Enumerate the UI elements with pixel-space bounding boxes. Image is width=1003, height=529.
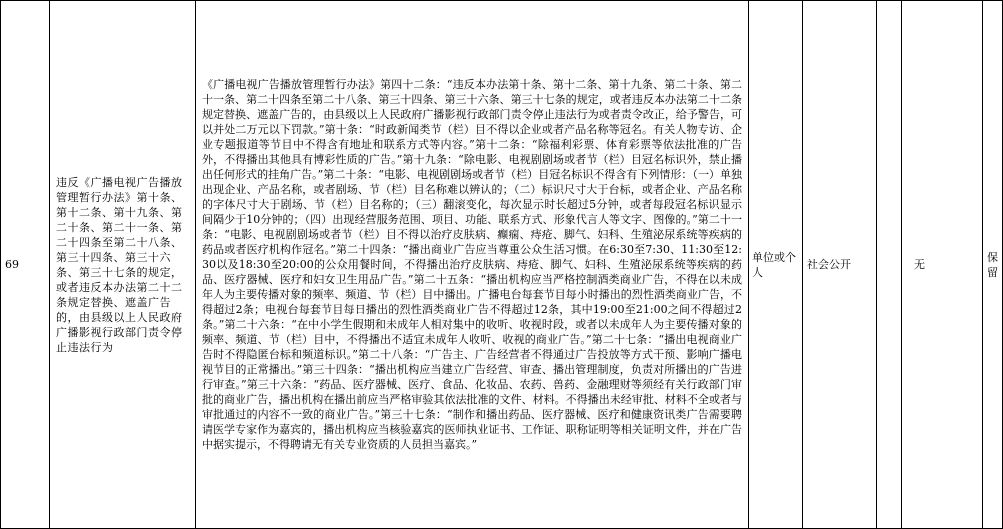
row-number-cell xyxy=(1,1,50,529)
remark-text: 保留 xyxy=(987,250,998,279)
disclosure-method: 社会公开 xyxy=(807,258,851,271)
disclosure-method-cell xyxy=(803,1,877,529)
row-number: 69 xyxy=(5,258,19,271)
legal-basis: 《广播电视广告播放管理暂行办法》第四十二条：“违反本办法第十条、第十二条、第十九条、第二十条、第二十一条、第二十四条至第二十八条、第三十四条、第三十六条、第三十七条的规定，或者违反本办法第二十二条规定替换、遮盖广告的，由县级以上人民政府广播影视行政部门责令停止违法行为或者责令改正，给予警告，可以并处二万元以下罚款。”第十条：“时政新闻类节（栏）目不得以企业或者产品名称等冠名。有关人物专访、企业专题报道等节目中不得含有地址和联系方式等内容。”第十二条：“除福利彩票、体育彩票等依法批准的广告外，不得播出其他具有博彩性质的广告。”第十九条：“除电影、电视剧剧场或者节（栏）目冠名标识外，禁止播出任何形式的挂角广告。”第二十条：“电影、电视剧剧场或者节（栏）目冠名标识不得含有下列情形：（一）单独出现企业、产品名称，或者剧场、节（栏）目名称难以辨认的；（二）标识尺寸大于台标，或者企业、产品名称的字体尺寸大于剧场、节（栏）目名称的；（三）翻滚变化，每次显示时长超过5分钟，或者每段冠名标识显示间隔少于10分钟的；（四）出现经营服务范围、项目、功能、联系方式、形象代言人等文字、图像的。”第二十一条：“电影、电视剧剧场或者节（栏）目不得以治疗皮肤病、癫痫、痔疮、脚气、妇科、生殖泌尿系统等疾病的药品或者医疗机构作冠名。”第二十四条：“播出商业广告应当尊重公众生活习惯。在6:30至7:30、11:30至12:30以及18:30至20:00的公众用餐时间，不得播出治疗皮肤病、痔疮、脚气、妇科、生殖泌尿系统等疾病的药品、医疗器械、医疗和妇女卫生用品广告。”第二十五条：“播出机构应当严格控制酒类商业广告，不得在以未成年人为主要传播对象的频率、频道、节（栏）目中播出。广播电台每套节目每小时播出的烈性酒类商业广告，不得超过2条；电视台每套节目每日播出的烈性酒类商业广告不得超过12条，其中19:00至21:00之间不得超过2条。”第二十六条：“在中小学生假期和未成年人相对集中的收听、收视时段，或者以未成年人为主要传播对象的频率、频道、节（栏）目中，不得播出不适宜未成年人收听、收视的商业广告。”第二十七条：“播出电视商业广告时不得隐匿台标和频道标识。”第二十八条：“广告主、广告经营者不得通过广告投放等方式干预、影响广播电视节目的正常播出。”第三十四条：“播出机构应当建立广告经营、审查、播出管理制度，负责对所播出的广告进行审查。”第三十六条：“药品、医疗器械、医疗、食品、化妆品、农药、兽药、金融理财等须经有关行政部门审批的商业广告，播出机构在播出前应当严格审验其依法批准的文件、材料。不得播出未经审批、材料不全或者与审批通过的内容不一致的商业广告。”第三十七条：“制作和播出药品、医疗器械、医疗和健康资讯类广告需要聘请医学专家作为嘉宾的，播出机构应当核验嘉宾的医师执业证书、工作证、职称证明等相关证明文件，并在广告中据实提示，不得聘请无有关专业资质的人员担当嘉宾。” xyxy=(202,78,742,451)
remark-cell xyxy=(983,1,1003,529)
empty-cell xyxy=(877,1,902,529)
status-cell xyxy=(902,1,983,529)
violation-title: 违反《广播电视广告播放管理暂行办法》第十条、第十二条、第十九条、第二十条、第二十一条、第二十四条至第二十八条、第三十四条、第三十六条、第三十七条的规定，或者违反本办法第二十二条规定替换、遮盖广告的，由县级以上人民政府广播影视行政部门责令停止违法行为 xyxy=(56,175,183,354)
table-row xyxy=(1,1,1003,529)
violation-title-cell xyxy=(50,1,196,529)
subject-cell xyxy=(749,1,803,529)
subject-text: 单位或个人 xyxy=(752,250,796,279)
legal-basis-cell xyxy=(196,1,749,529)
status-text: 无 xyxy=(914,258,925,271)
